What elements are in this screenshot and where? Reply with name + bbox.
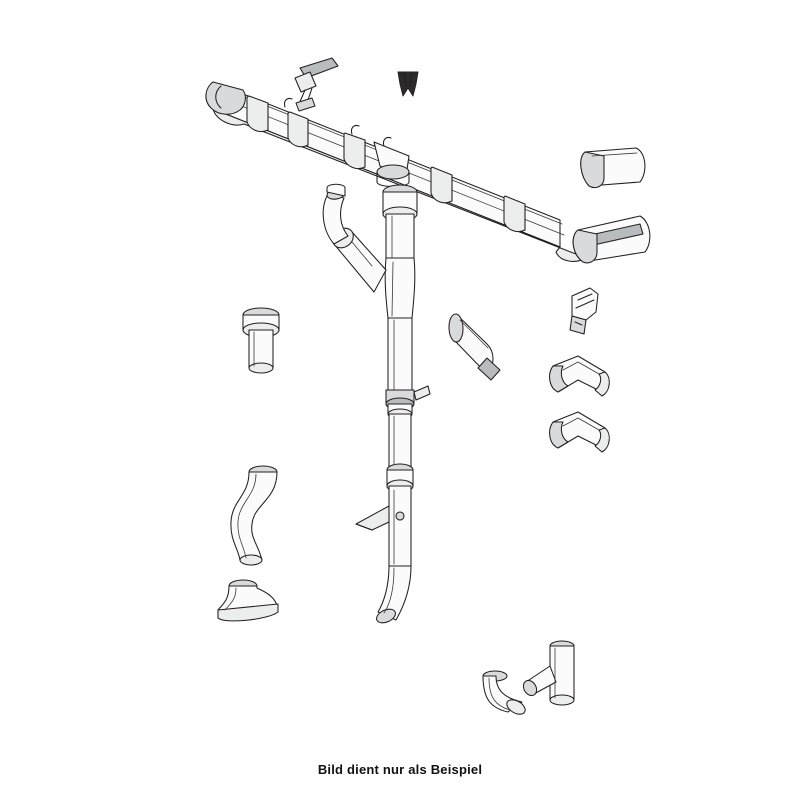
- gutter-joint: [431, 167, 452, 203]
- gutter-joint: [288, 112, 308, 147]
- pipe-elbow-lower: [483, 671, 528, 717]
- gutter-segment-dark: [573, 216, 650, 263]
- pipe-offset-bend: [231, 466, 277, 565]
- gutter-end-cap: [581, 148, 645, 188]
- gutter-joint: [504, 196, 525, 232]
- downpipe-main: [323, 184, 430, 625]
- pipe-reducer: [449, 314, 500, 380]
- pipe-shoe: [218, 580, 278, 621]
- gutter-joint: [247, 96, 268, 132]
- caption-text: Bild dient nur als Beispiel: [317, 762, 483, 777]
- gutter-corner-outer: [550, 356, 610, 396]
- pipe-tee-lower: [521, 641, 574, 705]
- spike-fitting: [398, 72, 418, 96]
- gutter-corner-inner: [550, 412, 610, 452]
- pipe-socket: [243, 308, 279, 373]
- gutter-joint: [344, 133, 365, 169]
- gutter-adjust-tool: [295, 58, 338, 111]
- wall-bracket: [570, 288, 598, 334]
